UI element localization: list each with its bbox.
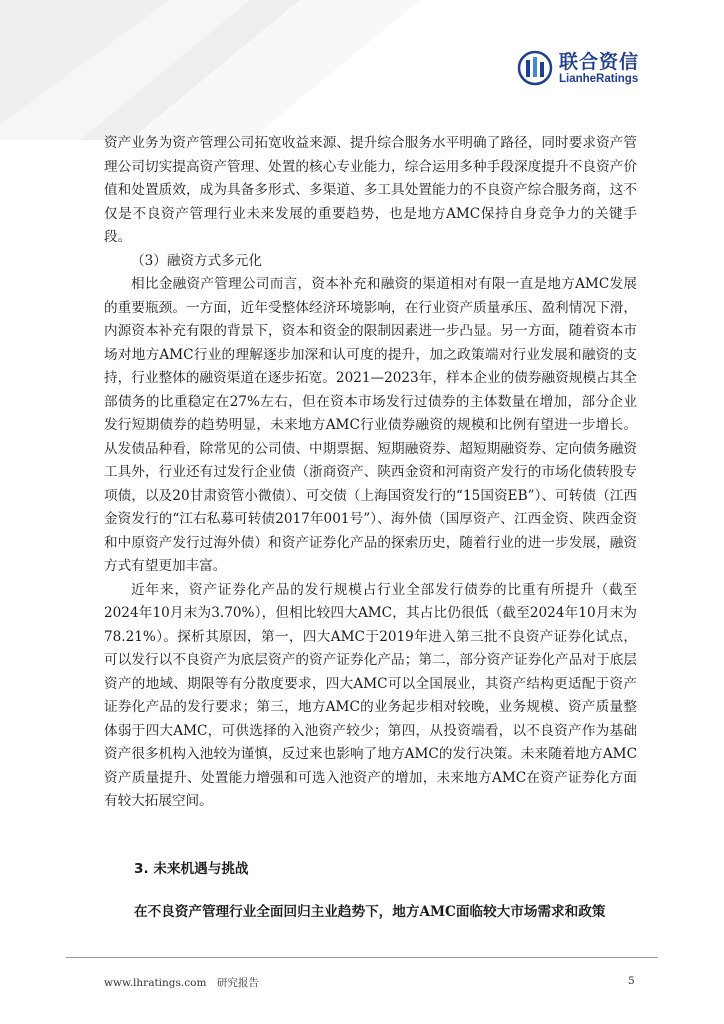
company-logo — [517, 50, 639, 86]
logo-english-name: LianheRatings — [559, 72, 639, 85]
section-lead-text: 在不良资产管理行业全面回归主业趋势下，地方AMC面临较大市场需求和政策 — [134, 904, 606, 920]
paragraph-3: 近年来，资产证券化产品的发行规模占行业全部发行债券的比重有所提升（截至2024年10月末为3.70%），但相比较四大AMC，其占比仍很低（截至2024年10月末为78.21%）。探析其原因，第一，四大AMC于2019年进入第三批不良资产证券化试点，可以发行以不良资产为底层资产的资产证券化产品；第二，部分资产证券化产品对于底层资产的地域、期限等有分散度要求，四大AMC可以全国展业，其资产结构更适配于资产证券化产品的发行要求；第三，地方AMC的业务起步相对较晚，业务规模、资产质量整体弱于四大AMC，可供选择的入池资产较少；第四，从投资端看，以不良资产作为基础资产很多机构入池较为谨慎，反过来也影响了地方AMC的发行决策。未来随着地方AMC资产质量提升、处置能力增强和可选入池资产的增加，未来地方AMC在资产证券化方面有较大拓展空间。 — [104, 581, 637, 809]
footer-divider — [66, 957, 658, 958]
paragraph-1: 资产业务为资产管理公司拓宽收益来源、提升综合服务水平明确了路径，同时要求资产管理公司切实提高资产管理、处置的核心专业能力，综合运用多种手段深度提升不良资产价值和处置质效，成为具备多形式、多渠道、多工具处置能力的不良资产综合服务商，这不仅是不良资产管理行业未来发展的重要趋势，也是地方AMC保持自身竞争力的关键手段。 — [104, 135, 637, 245]
lianhe-logo-icon — [517, 50, 553, 86]
subheading-financing: （3）融资方式多元化 — [131, 252, 262, 269]
footer-site-label: www.lhratings.com 研究报告 — [104, 977, 259, 989]
logo-chinese-name: 联合资信 — [559, 50, 640, 73]
section-heading: 3. 未来机遇与挑战 — [134, 861, 249, 877]
paragraph-2: 相比金融资产管理公司而言，资本补充和融资的渠道相对有限一直是地方AMC发展的重要瓶颈。一方面，近年受整体经济环境影响，在行业资产质量承压、盈利情况下滑，内源资本补充有限的背景下，资本和资金的限制因素进一步凸显。另一方面，随着资本市场对地方AMC行业的理解逐步加深和认可度的提升，加之政策端对行业发展和融资的支持，行业整体的融资渠道在逐步拓宽。2021—2023年，样本企业的债券融资规模占其全部债务的比重稳定在27%左右，但在资本市场发行过债券的主体数量在增加，部分企业发行短期债券的趋势明显，未来地方AMC行业债券融资的规模和比例有望进一步增长。从发债品种看，除常见的公司债、中期票据、短期融资券、超短期融资券、定向债务融资工具外，行业还有过发行企业债（浙商资产、陕西金资和河南资产发行的市场化债转股专项债，以及20甘肃资管小微债）、可交债（上海国资发行的“15国资EB”）、可转债（江西金资发行的“江右私募可转债2017年001号”）、海外债（国厚资产、江西金资、陕西金资和中原资产发行过海外债）和资产证券化产品的探索历史，随着行业的进一步发展，融资方式有望更加丰富。 — [104, 276, 637, 574]
page-number: 5 — [628, 975, 635, 987]
document-body — [104, 132, 637, 814]
corner-decoration — [0, 0, 420, 140]
